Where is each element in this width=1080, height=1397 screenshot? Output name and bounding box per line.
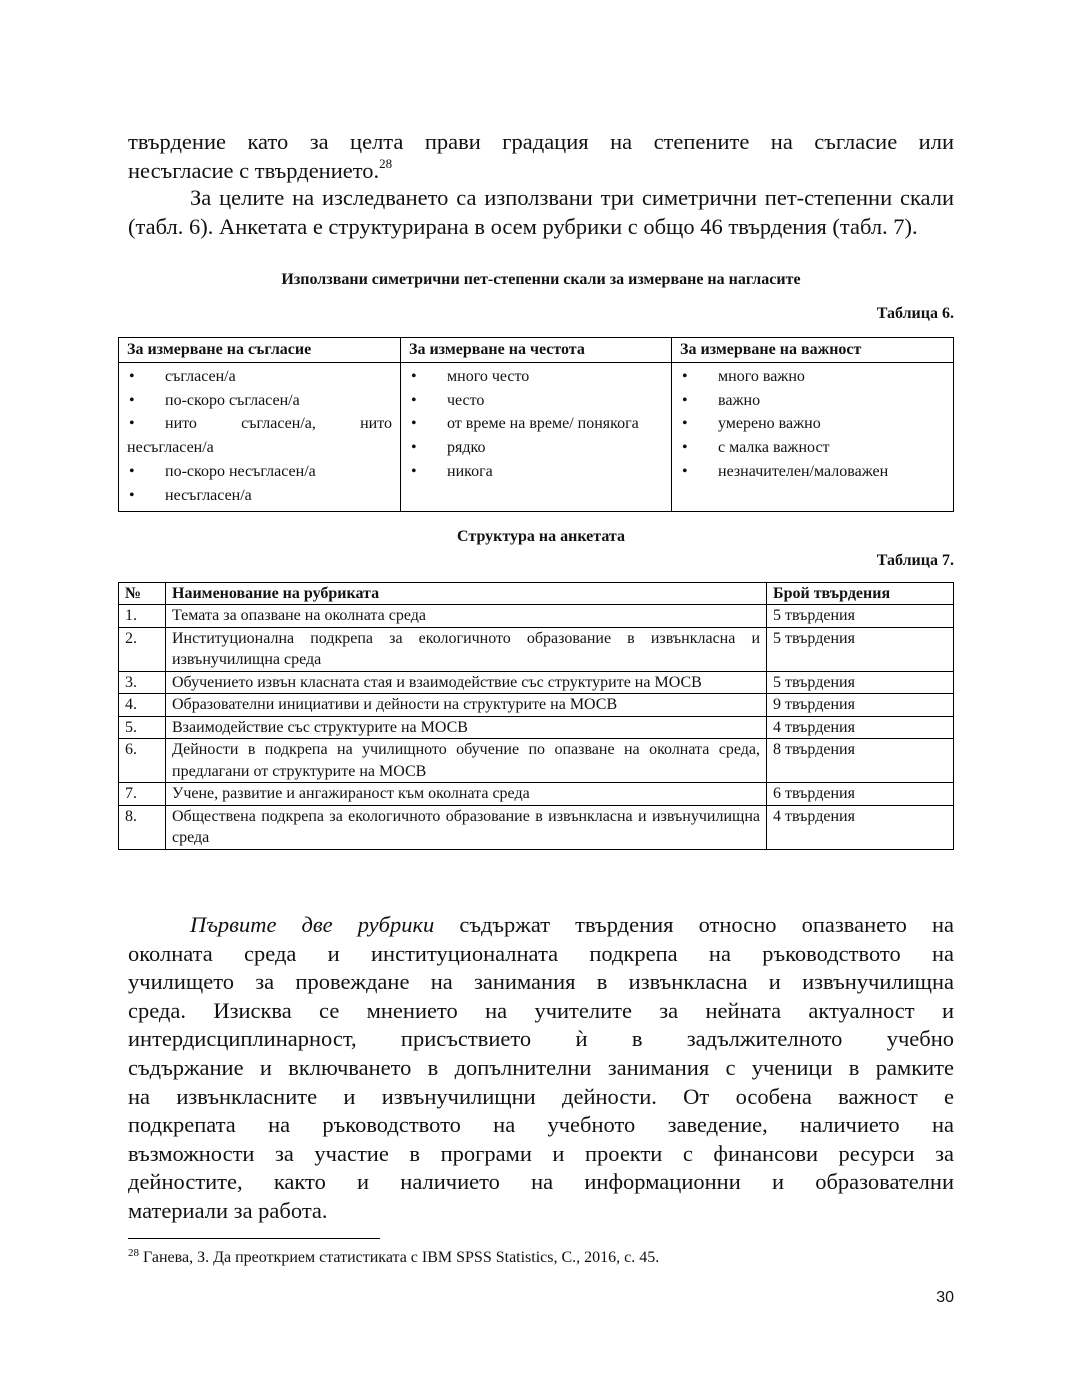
table-row (119, 363, 954, 512)
row-statement-count: 9 твърдения (767, 694, 954, 717)
body-line: възможности за участие в програми и проекти с финансови ресурси за (128, 1140, 954, 1166)
row-statement-count: 5 твърдения (767, 605, 954, 628)
row-number: 4. (119, 694, 166, 717)
importance-list (680, 365, 945, 484)
table-header-row (119, 338, 954, 363)
table-row (119, 739, 954, 783)
row-number: 2. (119, 627, 166, 671)
row-number: 6. (119, 739, 166, 783)
list-item: • несъгласен/а (127, 484, 392, 508)
row-section-name: Дейности в подкрепа на училищното обучение по опазване на околната среда, предлагани от структурите на МОСВ (166, 739, 767, 783)
list-item: • нито съгласен/а, нито несъгласен/а (127, 412, 392, 459)
row-number: 8. (119, 805, 166, 849)
header-frequency: За измерване на честота (401, 338, 672, 363)
table6-caption: Използвани симетрични пет-степенни скали за измерване на нагласите (281, 271, 801, 288)
row-section-name: Учене, развитие и ангажираност към околната среда (166, 783, 767, 806)
importance-cell (672, 363, 954, 512)
list-item: • често (409, 389, 663, 413)
header-statement-count: Брой твърдения (767, 583, 954, 605)
agreement-list (127, 365, 392, 507)
header-importance: За измерване на важност (672, 338, 954, 363)
list-item: • незначителен/маловажен (680, 460, 945, 484)
frequency-list (409, 365, 663, 484)
table-row (119, 671, 954, 694)
body-line: материали за работа. (128, 1197, 328, 1223)
table6-label: Таблица 6. (876, 305, 954, 322)
table-row (119, 694, 954, 717)
scales-table (118, 337, 954, 512)
footnote-separator (128, 1238, 380, 1239)
row-section-name: Образователни инициативи и дейности на структурите на МОСВ (166, 694, 767, 717)
intro-paragraph-1 (128, 128, 954, 185)
list-item: • по-скоро несъгласен/а (127, 460, 392, 484)
row-number: 3. (119, 671, 166, 694)
agreement-cell (119, 363, 401, 512)
intro-paragraph-2: За целите на изследването са използвани три симетрични пет-степенни скали (табл. 6). Анкетата е структурирана в осем рубрики с общо 46 твърдения (табл. 7). (128, 185, 954, 239)
intro-line-2: несъгласие с твърдението. (128, 157, 380, 183)
list-item: • много често (409, 365, 663, 389)
footnote (128, 1247, 659, 1267)
page-number: 30 (936, 1289, 954, 1306)
table-row (119, 627, 954, 671)
footnote-number: 28 (128, 1247, 139, 1259)
list-item: • важно (680, 389, 945, 413)
row-statement-count: 4 твърдения (767, 716, 954, 739)
row-statement-count: 4 твърдения (767, 805, 954, 849)
row-number: 1. (119, 605, 166, 628)
survey-structure-table (118, 582, 954, 850)
row-statement-count: 5 твърдения (767, 627, 954, 671)
list-item: • по-скоро съгласен/а (127, 389, 392, 413)
list-item: • съгласен/а (127, 365, 392, 389)
row-statement-count: 6 твърдения (767, 783, 954, 806)
row-section-name: Темата за опазване на околната среда (166, 605, 767, 628)
frequency-cell (401, 363, 672, 512)
list-item: • с малка важност (680, 436, 945, 460)
body-line: среда. Изисква се мнението на учителите за нейната актуалност и (128, 997, 954, 1023)
intro-line-1: твърдение като за целта прави градация на степените на съгласие или (128, 129, 954, 154)
table7-label: Таблица 7. (876, 552, 954, 569)
body-line: съдържание и включването в допълнителни занимания с ученици в рамките (128, 1054, 954, 1080)
row-section-name: Обществена подкрепа за екологичното образование в извънкласна и извънучилищна среда (166, 805, 767, 849)
table-row (119, 783, 954, 806)
list-item: • никога (409, 460, 663, 484)
row-statement-count: 8 твърдения (767, 739, 954, 783)
row-number: 7. (119, 783, 166, 806)
body-paragraph (128, 911, 954, 1226)
body-line (128, 911, 954, 940)
table-header-row (119, 583, 954, 605)
body-line: на извънкласните и извънучилищни дейности. От особена важност е (128, 1083, 954, 1109)
body-line: околната среда и институционалната подкрепа на ръководството на (128, 940, 954, 966)
row-section-name: Взаимодействие със структурите на МОСВ (166, 716, 767, 739)
body-line: интердисциплинарност, присъствието ѝ в задължителното учебно (128, 1026, 954, 1052)
footnote-text: Ганева, З. Да преоткрием статистиката с IBM SPSS Statistics, С., 2016, с. 45. (143, 1249, 660, 1266)
table7-caption: Структура на анкетата (457, 528, 625, 545)
list-item: • много важно (680, 365, 945, 389)
body-line-text: съдържат твърдения относно опазването на (434, 912, 954, 937)
header-section-name: Наименование на рубриката (166, 583, 767, 605)
row-section-name: Обучението извън класната стая и взаимодействие със структурите на МОСВ (166, 671, 767, 694)
row-number: 5. (119, 716, 166, 739)
header-agreement: За измерване на съгласие (119, 338, 401, 363)
italic-lead: Първите две рубрики (190, 912, 435, 937)
footnote-ref: 28 (379, 155, 393, 171)
list-item: • рядко (409, 436, 663, 460)
body-line: дейностите, както и наличието на информационни и образователни (128, 1169, 954, 1195)
row-statement-count: 5 твърдения (767, 671, 954, 694)
list-item: • умерено важно (680, 412, 945, 436)
list-item: • от време на време/ понякога (409, 412, 663, 436)
table-row (119, 805, 954, 849)
row-section-name: Институционална подкрепа за екологичното образование в извънкласна и извънучилищна среда (166, 627, 767, 671)
header-number: № (119, 583, 166, 605)
body-line: подкрепата на ръководството на учебното заведение, наличието на (128, 1112, 954, 1138)
body-line: училището за провеждане на занимания в извънкласна и извънучилищна (128, 969, 954, 995)
table-row (119, 605, 954, 628)
table-row (119, 716, 954, 739)
